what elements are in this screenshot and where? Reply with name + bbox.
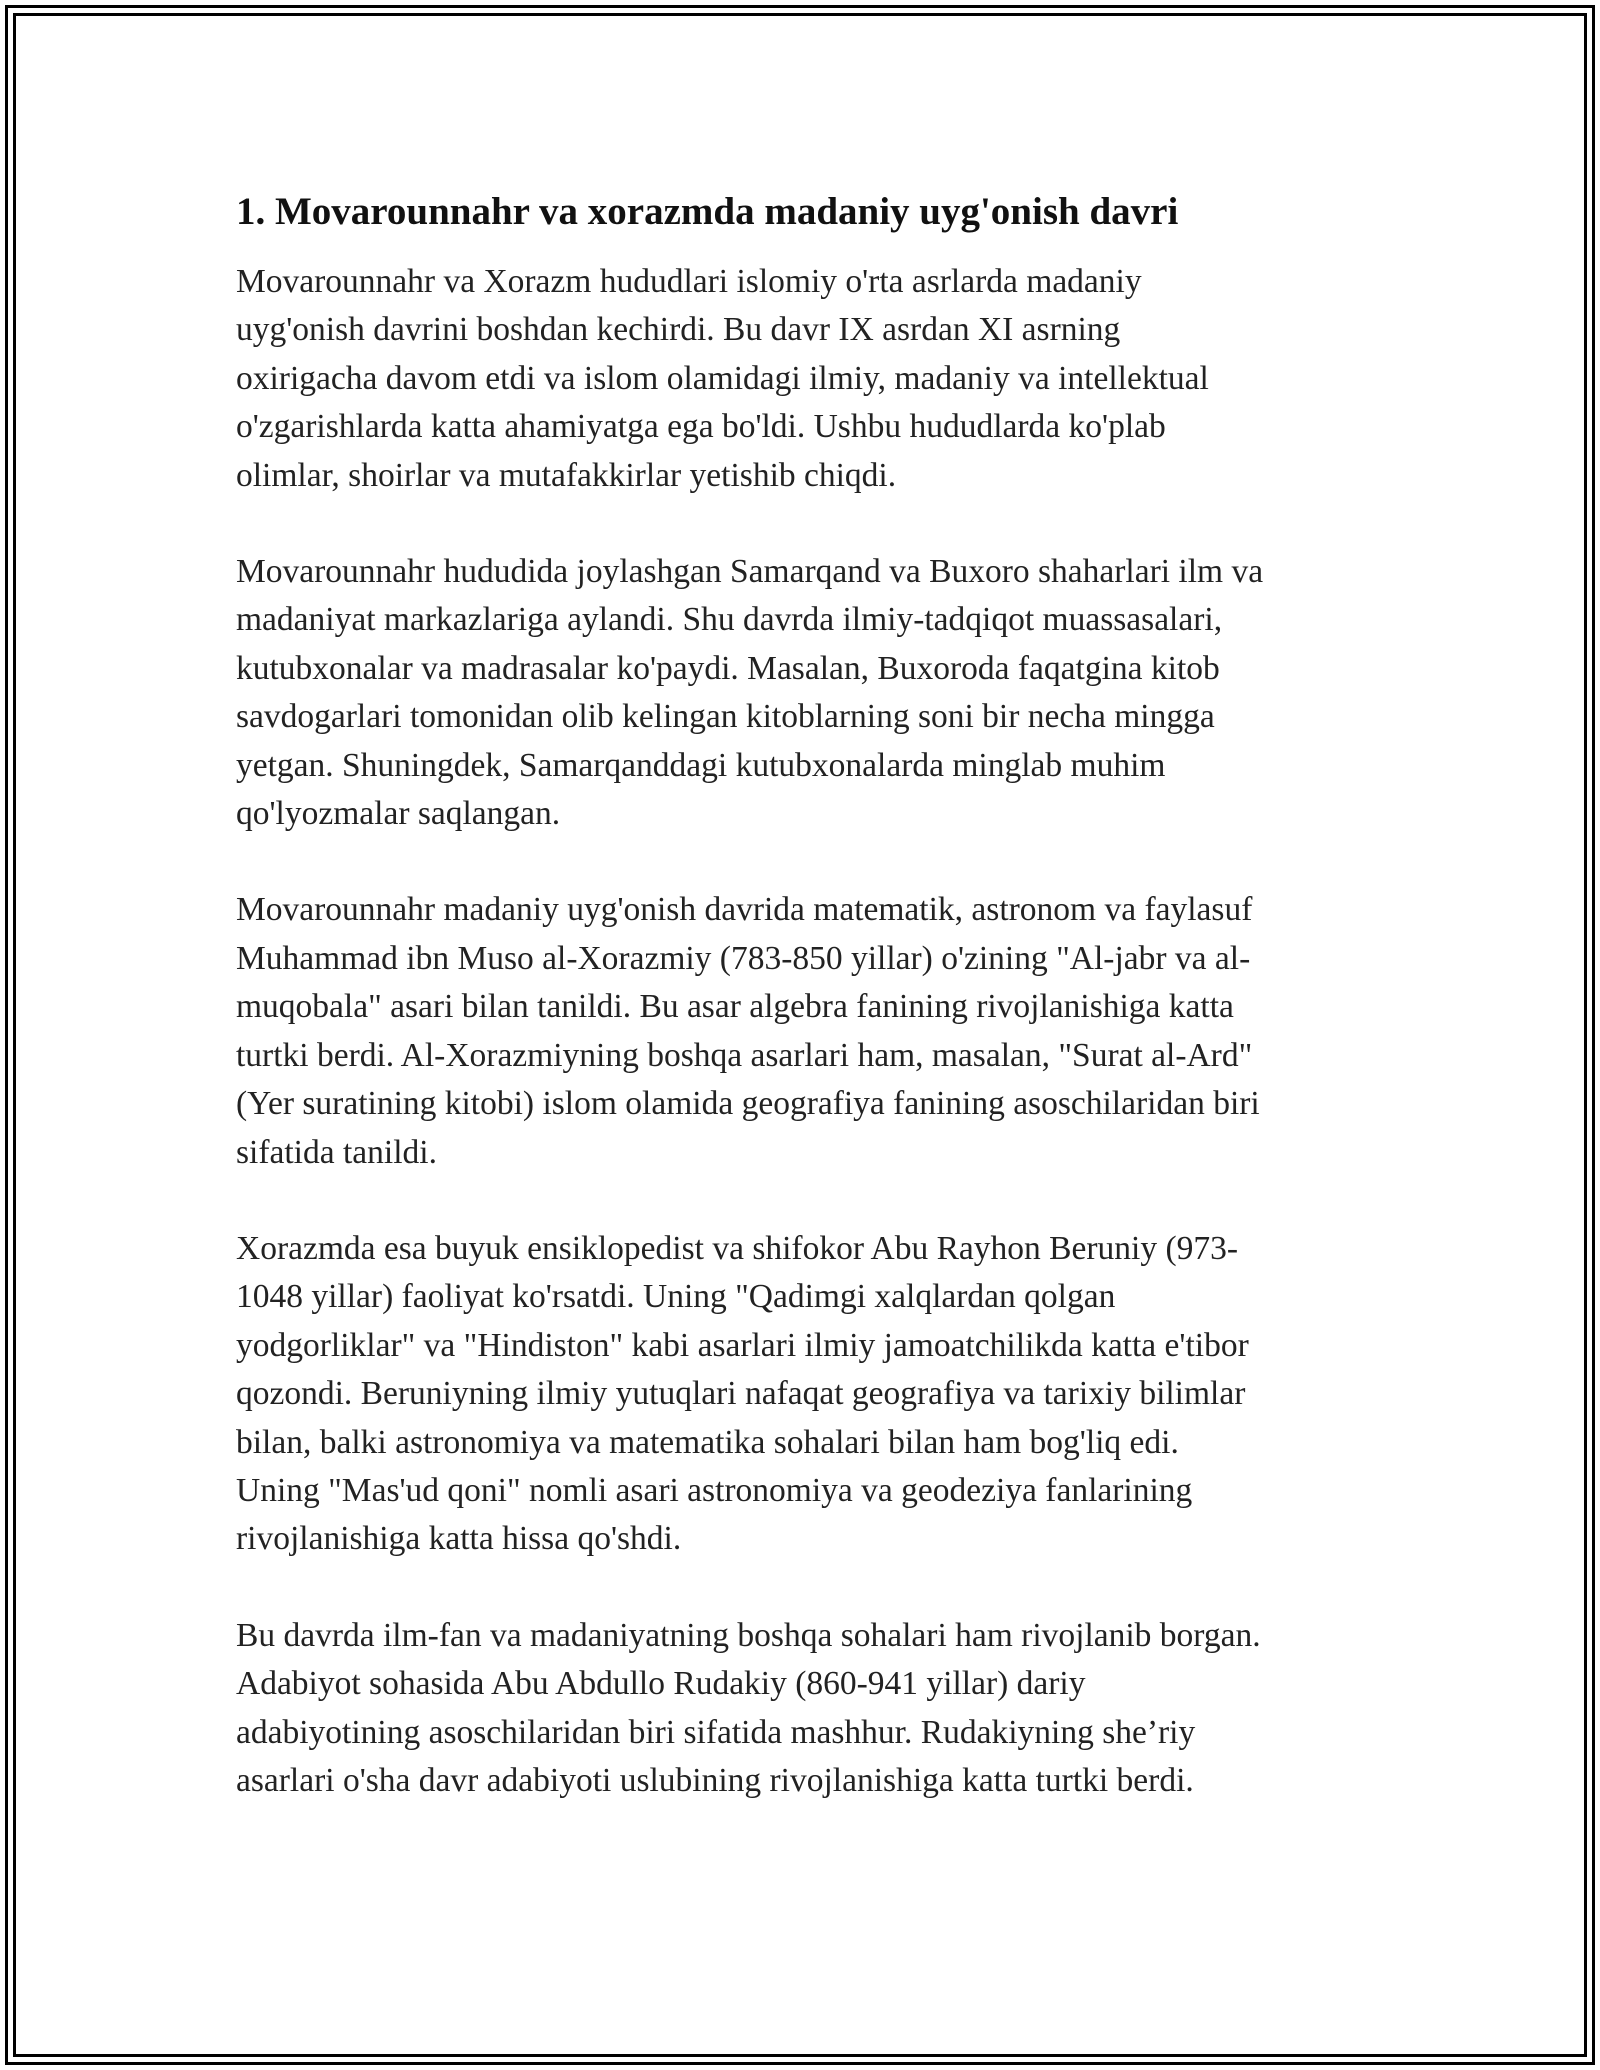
paragraph-line: Bu davrda ilm-fan va madaniyatning boshqa sohalari ham rivojlanib borgan. [236, 1616, 1261, 1654]
paragraph-line: Adabiyot sohasida Abu Abdullo Rudakiy (860-941 yillar) dariy [236, 1665, 1086, 1703]
paragraph-line: kutubxonalar va madrasalar ko'paydi. Masalan, Buxoroda faqatgina kitob [236, 649, 1220, 687]
paragraph-line: Movarounnahr madaniy uyg'onish davrida matematik, astronom va faylasuf [236, 891, 1253, 929]
paragraph-line: Movarounnahr hududida joylashgan Samarqand va Buxoro shaharlari ilm va [236, 553, 1264, 591]
document-body [236, 186, 1371, 1805]
paragraph-line: uyg'onish davrini boshdan kechirdi. Bu davr IX asrdan XI asrning [236, 311, 1121, 349]
paragraph-line: Movarounnahr va Xorazm hududlari islomiy o'rta asrlarda madaniy [236, 263, 1142, 300]
paragraph-line: Uning "Mas'ud qoni" nomli asari astronomiya va geodeziya fanlarining [236, 1471, 1193, 1509]
paragraph-line: yodgorliklar" va "Hindiston" kabi asarlari ilmiy jamoatchilikda katta e'tibor [236, 1326, 1249, 1364]
paragraph-line: muqobala" asari bilan tanildi. Bu asar algebra fanining rivojlanishiga katta [236, 988, 1234, 1026]
paragraph-line: (Yer suratining kitobi) islom olamida geografiya fanining asoschilaridan biri [236, 1085, 1260, 1123]
paragraph-line: oxirigacha davom etdi va islom olamidagi ilmiy, madaniy va intellektual [236, 359, 1209, 397]
paragraph-line: bilan, balki astronomiya va matematika sohalari bilan ham bog'liq edi. [236, 1423, 1179, 1461]
paragraph-line: rivojlanishiga katta hissa qo'shdi. [236, 1520, 682, 1558]
paragraph-line: madaniyat markazlariga aylandi. Shu davrda ilmiy-tadqiqot muassasalari, [236, 601, 1223, 639]
paragraph-al-xorazmiy [236, 886, 1371, 1176]
paragraph-line: turtki berdi. Al-Xorazmiyning boshqa asarlari ham, masalan, "Surat al-Ard" [236, 1036, 1253, 1074]
paragraph-line: 1048 yillar) faoliyat ko'rsatdi. Uning "Qadimgi xalqlardan qolgan [236, 1278, 1116, 1316]
paragraph-intro [236, 258, 1371, 500]
paragraph-samarqand-buxoro [236, 548, 1371, 838]
paragraph-line: asarlari o'sha davr adabiyoti uslubining rivojlanishiga katta turtki berdi. [236, 1761, 1194, 1799]
paragraph-line: savdogarlari tomonidan olib kelingan kitoblarning soni bir necha mingga [236, 698, 1215, 736]
paragraph-beruniy [236, 1225, 1371, 1564]
paragraph-line: adabiyotining asoschilaridan biri sifatida mashhur. Rudakiyning she’riy [236, 1713, 1196, 1751]
paragraph-line: yetgan. Shuningdek, Samarqanddagi kutubxonalarda minglab muhim [236, 746, 1166, 784]
paragraph-line: qozondi. Beruniyning ilmiy yutuqlari nafaqat geografiya va tarixiy bilimlar [236, 1375, 1246, 1413]
paragraph-line: sifatida tanildi. [236, 1133, 437, 1171]
paragraph-line: Muhammad ibn Muso al-Xorazmiy (783-850 yillar) o'zining "Al-jabr va al- [236, 939, 1251, 977]
paragraph-line: olimlar, shoirlar va mutafakkirlar yetishib chiqdi. [236, 456, 897, 494]
paragraph-rudakiy [236, 1612, 1371, 1806]
paragraph-line: Xorazmda esa buyuk ensiklopedist va shifokor Abu Rayhon Beruniy (973- [236, 1229, 1239, 1267]
document-title: 1. Movarounnahr va xorazmda madaniy uyg'onish davri [236, 190, 1179, 233]
paragraph-line: o'zgarishlarda katta ahamiyatga ega bo'ldi. Ushbu hududlarda ko'plab [236, 408, 1166, 446]
paragraph-line: qo'lyozmalar saqlangan. [236, 795, 561, 833]
